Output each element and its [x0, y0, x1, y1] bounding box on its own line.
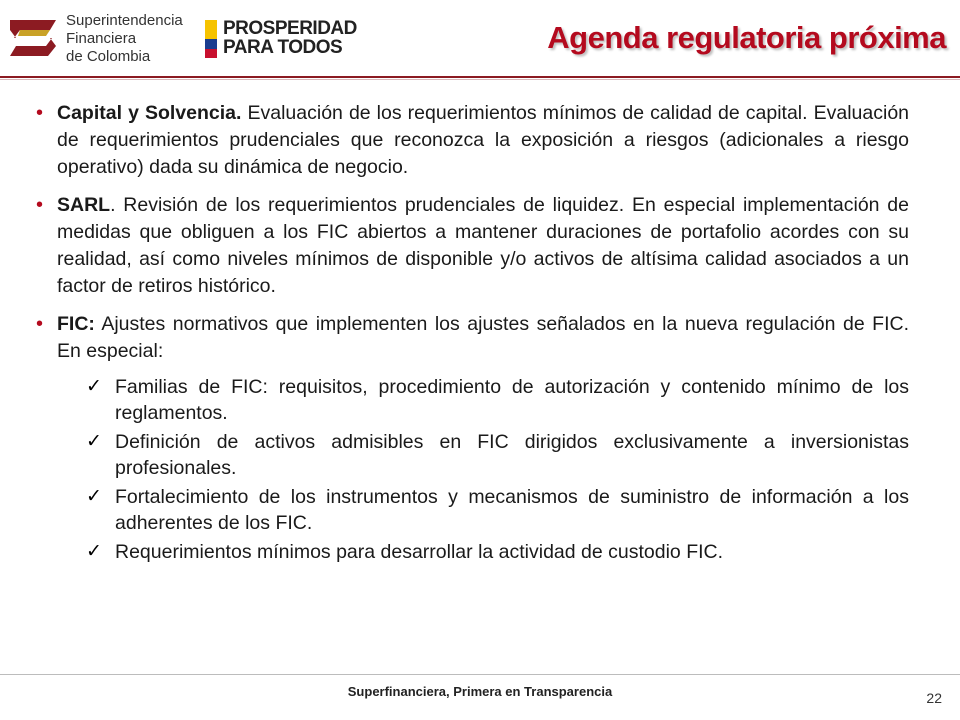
bullet-text: Evaluación de los requerimientos mínimos de calidad de capital. Evaluación de requerimientos prudenciales que reconozca la exposición a riesgos (adicionales a riesgo operativo) dada su dinámica de negocio.	[57, 102, 910, 178]
checkmark-icon: ✓	[86, 541, 102, 562]
org-line-3: de Colombia	[66, 48, 151, 65]
checkmark-icon: ✓	[86, 486, 102, 507]
checklist-text: Requerimientos mínimos para desarrollar la actividad de custodio FIC.	[115, 541, 724, 563]
checklist-text: Familias de FIC: requisitos, procedimiento de autorización y contenido mínimo de los reglamentos.	[115, 376, 909, 424]
slide-header	[0, 0, 960, 78]
campaign-line-2: PARA TODOS	[223, 37, 343, 58]
page-number: 22	[926, 690, 942, 706]
prosperidad-logo	[205, 18, 357, 62]
bullet-term: SARL	[57, 194, 111, 216]
slide-content	[36, 100, 909, 568]
bullet-term: FIC:	[57, 313, 95, 335]
checklist	[36, 374, 909, 565]
bullet-item	[36, 311, 909, 365]
checklist-text: Definición de activos admisibles en FIC dirigidos exclusivamente a inversionistas profesionales.	[115, 431, 909, 479]
superfinanciera-logo	[6, 12, 183, 65]
bullet-term: Capital y Solvencia.	[57, 102, 242, 124]
checklist-item	[36, 484, 909, 536]
bullet-text: Ajustes normativos que implementen los ajustes señalados en la nueva regulación de FIC. En especial:	[57, 313, 909, 362]
footer-slogan: Superfinanciera, Primera en Transparencia	[347, 684, 613, 699]
checkmark-icon: ✓	[86, 376, 102, 397]
bullet-icon: •	[36, 102, 44, 124]
bullet-item	[36, 192, 909, 300]
checklist-item	[36, 374, 909, 426]
bullet-item	[36, 100, 909, 181]
header-divider	[0, 76, 960, 78]
checklist-item	[36, 539, 909, 565]
checklist-text: Fortalecimiento de los instrumentos y mecanismos de suministro de información a los adherentes de los FIC.	[115, 486, 909, 534]
checkmark-icon: ✓	[86, 431, 102, 452]
superfinanciera-emblem-icon	[6, 16, 60, 60]
colombia-flag-icon	[205, 20, 217, 58]
campaign-line-1: PROSPERIDAD	[223, 18, 357, 39]
bullet-icon: •	[36, 313, 44, 335]
slide-title: Agenda regulatoria próxima	[547, 20, 946, 55]
bullet-text: . Revisión de los requerimientos prudenciales de liquidez. En especial implementación de medidas que obliguen a los FIC abiertos a mantener duraciones de portafolio acordes con su realidad, así como niveles mínimos de disponible y/o activos de altísima calidad asociados a un factor de retiros histórico.	[57, 194, 909, 297]
checklist-item	[36, 429, 909, 481]
org-line-2: Financiera	[66, 30, 137, 47]
bullet-icon: •	[36, 194, 44, 216]
org-line-1: Superintendencia	[66, 12, 183, 29]
footer-divider	[0, 674, 960, 675]
